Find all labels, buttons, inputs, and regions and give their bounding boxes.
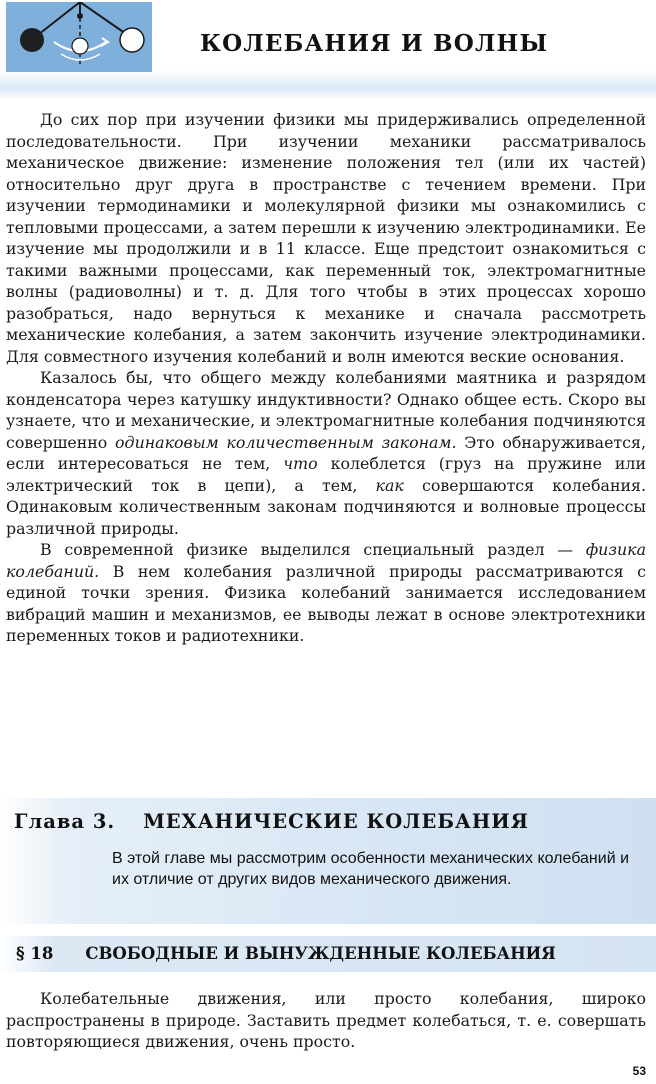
chapter-number: Глава 3.: [14, 810, 116, 833]
paragraph-heading: [16, 944, 556, 963]
paragraph-number: § 18: [16, 944, 54, 963]
intro-text: [6, 109, 646, 647]
section-logo: [6, 2, 152, 72]
section-title: КОЛЕБАНИЯ И ВОЛНЫ: [200, 30, 549, 57]
pendulum-oscillation-icon: [6, 2, 152, 72]
emphasis-term: одинаковым количественным законам.: [115, 432, 457, 452]
intro-paragraph-1: До сих пор при изучении физики мы придерживались определенной последовательности. При изучении механики рассматривалось механическое движение: изменение положения тел (или их частей) относительно друг друга в пространстве с течением времени. При изучении термодинамики и молекулярной физики мы ознакомились с тепловыми процессами, а затем перешли к изучению электродинамики. Ее изучение мы продолжили и в 11 классе. Еще предстоит ознакомиться с такими важными процессами, как переменный ток, электромагнитные волны (радиоволны) и т. д. Для того чтобы в этих процессах хорошо разобраться, надо вернуться к механике и сначала рассмотреть механические колебания, а затем закончить изучение электродинамики. Для совместного изучения колебаний и волн имеются веские основания.: [6, 110, 646, 366]
paragraph-text: [6, 988, 646, 1053]
chapter-title: МЕХАНИЧЕСКИЕ КОЛЕБАНИЯ: [143, 810, 529, 833]
emphasis-term: как: [375, 475, 404, 495]
chapter-heading: [14, 810, 529, 833]
intro-paragraph-2: Казалось бы, что общего между колебаниями маятника и разрядом конденсатора через катушку индуктивности? Однако общее есть. Скоро вы узнаете, что и механические, и электромагнитные колебания подчиняются совершенно одинаковым количественным законам. Это обнаруживается, если интересоваться не тем, что колеблется (груз на пружине или электрический ток в цепи), а тем, как совершаются колебания. Одинаковым количественным законам подчиняются и волновые процессы различной природы.: [6, 368, 647, 538]
emphasis-term: что: [283, 454, 318, 473]
emphasis-term: физика колебаний.: [6, 540, 646, 581]
chapter-intro: В этой главе мы рассмотрим особенности механических колебаний и их отличие от других видов механического движения.: [112, 850, 630, 888]
intro-paragraph-3: В современной физике выделился специальный раздел — физика колебаний. В нем колебания различной природы рассматриваются с единой точки зрения. Физика колебаний занимается исследованием вибраций машин и механизмов, ее выводы лежат в основе электротехники переменных токов и радиотехники.: [6, 540, 646, 645]
paragraph-18-body: Колебательные движения, или просто колебания, широко распространены в природе. Заставить предмет колебаться, т. е. совершать повторяющиеся движения, очень просто.: [6, 989, 646, 1051]
page-number: 53: [632, 1064, 646, 1078]
paragraph-title: СВОБОДНЫЕ И ВЫНУЖДЕННЫЕ КОЛЕБАНИЯ: [85, 944, 556, 963]
